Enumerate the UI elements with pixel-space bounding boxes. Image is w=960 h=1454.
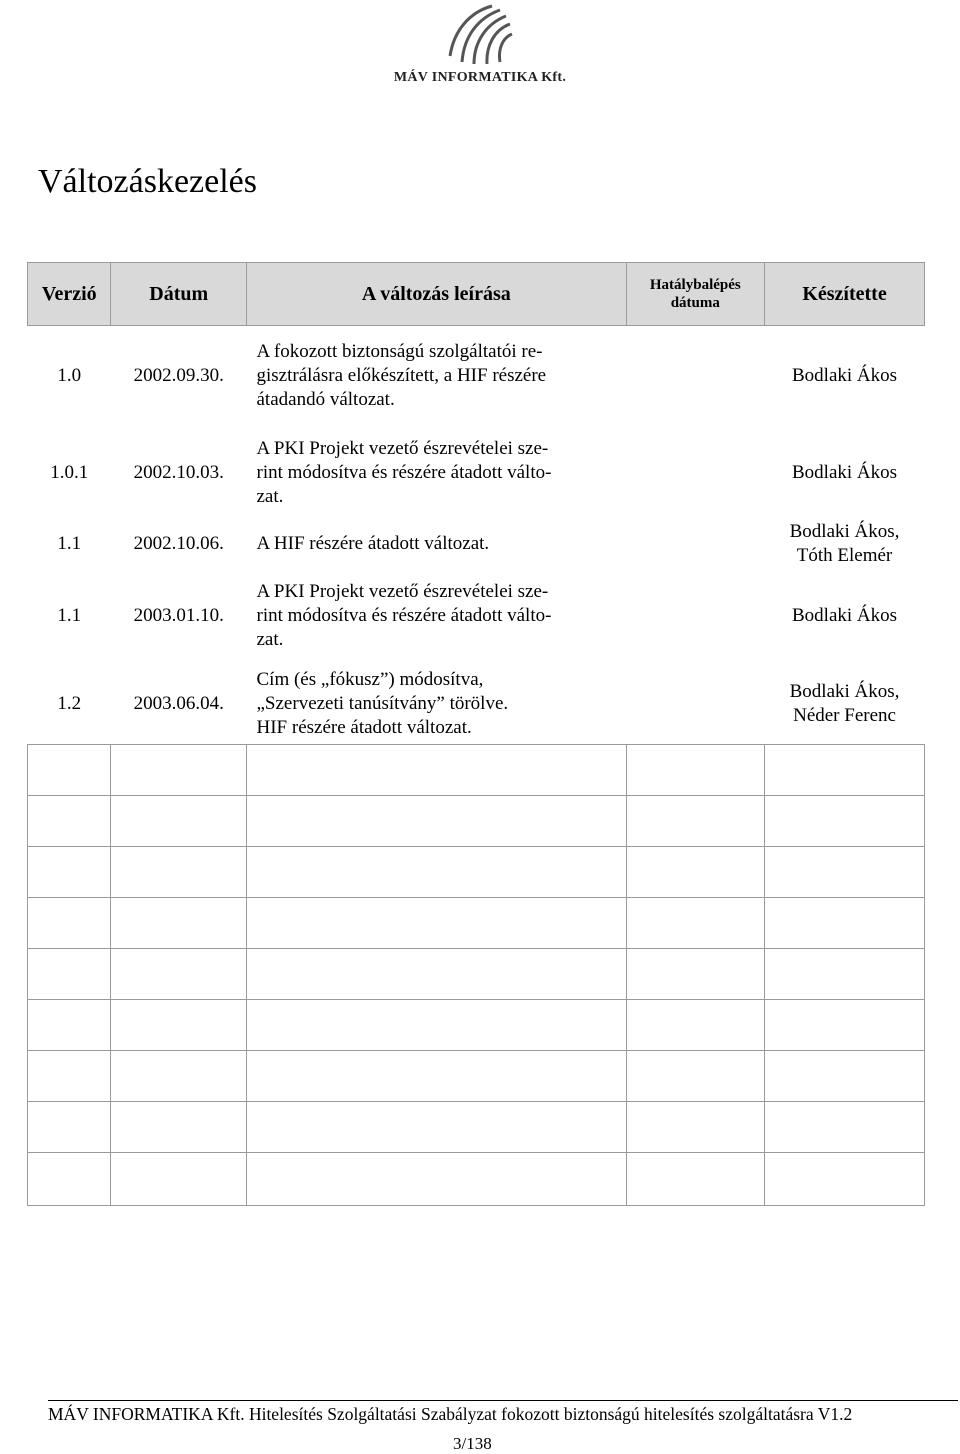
table-row bbox=[28, 520, 925, 568]
empty-row bbox=[28, 1051, 925, 1102]
table-row bbox=[28, 568, 925, 664]
desc-line: „Szervezeti tanúsítvány” törölve. bbox=[256, 693, 509, 714]
header-version: Verzió bbox=[28, 263, 111, 326]
desc-line: Cím (és „fókusz”) módosítva, bbox=[256, 669, 484, 690]
globe-logo-icon bbox=[440, 0, 520, 68]
author-line: Bodlaki Ákos bbox=[792, 605, 898, 626]
row-date: 2003.01.10. bbox=[133, 605, 224, 626]
page-number: 3/138 bbox=[453, 1434, 492, 1453]
row-date: 2002.10.03. bbox=[133, 462, 224, 483]
company-logo bbox=[385, 0, 575, 100]
author-line: Bodlaki Ákos bbox=[792, 462, 898, 483]
author-line: Néder Ferenc bbox=[793, 705, 896, 726]
row-effective-date bbox=[626, 426, 764, 520]
desc-line: A PKI Projekt vezető észrevételei sze- bbox=[256, 438, 549, 459]
header-effective-date bbox=[626, 263, 764, 326]
row-author bbox=[765, 326, 925, 427]
header-date: Dátum bbox=[111, 263, 247, 326]
empty-row bbox=[28, 949, 925, 1000]
row-effective-date bbox=[626, 568, 764, 664]
row-effective-date bbox=[626, 664, 764, 745]
desc-line: zat. bbox=[256, 486, 284, 507]
row-date: 2002.09.30. bbox=[133, 365, 224, 386]
change-log-table bbox=[27, 262, 925, 1206]
table-row bbox=[28, 664, 925, 745]
row-description bbox=[247, 426, 627, 520]
desc-line: zat. bbox=[256, 629, 284, 650]
row-author bbox=[765, 568, 925, 664]
row-description bbox=[247, 520, 627, 568]
author-line: Tóth Elemér bbox=[796, 545, 893, 566]
row-date: 2003.06.04. bbox=[133, 693, 224, 714]
desc-line: rint módosítva és részére átadott válto- bbox=[256, 605, 552, 626]
desc-line: gisztrálásra előkészített, a HIF részére bbox=[256, 365, 547, 386]
empty-row bbox=[28, 847, 925, 898]
empty-row bbox=[28, 796, 925, 847]
desc-line: A PKI Projekt vezető észrevételei sze- bbox=[256, 581, 549, 602]
header-description: A változás leírása bbox=[247, 263, 627, 326]
row-version: 1.1 bbox=[57, 533, 82, 554]
header-author: Készítette bbox=[765, 263, 925, 326]
author-line: Bodlaki Ákos, bbox=[789, 681, 900, 702]
row-description bbox=[247, 664, 627, 745]
empty-row bbox=[28, 745, 925, 796]
row-effective-date bbox=[626, 520, 764, 568]
table-row bbox=[28, 426, 925, 520]
row-version: 1.0 bbox=[57, 365, 82, 386]
empty-row bbox=[28, 1153, 925, 1206]
empty-row bbox=[28, 1000, 925, 1051]
company-logo-text: MÁV INFORMATIKA Kft. bbox=[393, 70, 567, 85]
row-version: 1.1 bbox=[57, 605, 82, 626]
page-title: Változáskezelés bbox=[38, 162, 257, 200]
desc-line: A HIF részére átadott változat. bbox=[256, 533, 490, 554]
footer-divider bbox=[48, 1400, 958, 1401]
row-author bbox=[765, 520, 925, 568]
table-row bbox=[28, 326, 925, 427]
author-line: Bodlaki Ákos bbox=[792, 365, 898, 386]
row-version: 1.2 bbox=[57, 693, 82, 714]
author-line: Bodlaki Ákos, bbox=[789, 521, 900, 542]
desc-line: átadandó változat. bbox=[256, 389, 395, 410]
header-effective-line1: Hatálybalépés bbox=[649, 277, 741, 293]
empty-row bbox=[28, 1102, 925, 1153]
table-header-row bbox=[28, 263, 925, 326]
desc-line: rint módosítva és részére átadott válto- bbox=[256, 462, 552, 483]
desc-line: A fokozott biztonságú szolgáltatói re- bbox=[256, 341, 543, 362]
row-date: 2002.10.06. bbox=[133, 533, 224, 554]
row-author bbox=[765, 664, 925, 745]
row-version: 1.0.1 bbox=[50, 462, 89, 483]
row-effective-date bbox=[626, 326, 764, 427]
footer-text: MÁV INFORMATIKA Kft. Hitelesítés Szolgáltatási Szabályzat fokozott biztonságú hitelesítés szolgáltatásra V1.2 bbox=[48, 1404, 853, 1424]
header-effective-line2: dátuma bbox=[670, 295, 720, 311]
empty-row bbox=[28, 898, 925, 949]
row-author bbox=[765, 426, 925, 520]
desc-line: HIF részére átadott változat. bbox=[256, 717, 472, 738]
row-description bbox=[247, 568, 627, 664]
row-description bbox=[247, 326, 627, 427]
